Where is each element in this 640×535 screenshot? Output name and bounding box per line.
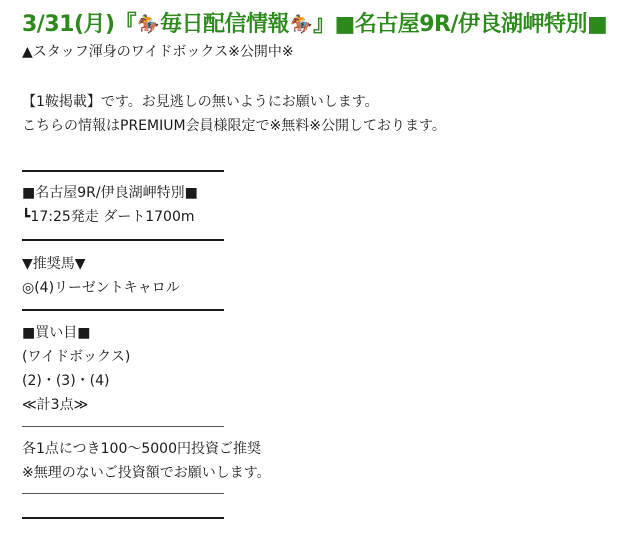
race-name: ■名古屋9R/伊良湖岬特別■ xyxy=(22,185,198,201)
note-line-2: ※無理のないご投資額でお願いします。 xyxy=(22,465,271,481)
intro-line-1: ▲スタッフ渾身のワイドボックス※公開中※ xyxy=(22,44,294,60)
page-title xyxy=(22,8,632,42)
divider xyxy=(22,517,224,519)
recommend-horse: ◎(4)リーゼントキャロル xyxy=(22,280,180,296)
divider xyxy=(22,426,224,427)
title-prefix: 3/31(月)『 xyxy=(22,12,137,37)
divider xyxy=(22,239,224,241)
divider xyxy=(22,309,224,311)
title-suffix: 』■名古屋9R/伊良湖岬特別■ xyxy=(312,12,608,37)
horse-racing-icon: 🏇 xyxy=(290,14,312,35)
intro-line-3: こちらの情報はPREMIUM会員様限定で※無料※公開しております。 xyxy=(22,118,446,134)
race-detail: ┗17:25発走 ダート1700m xyxy=(22,209,195,225)
title-main: 毎日配信情報 xyxy=(160,12,290,37)
buy-points: ≪計3点≫ xyxy=(22,397,89,413)
divider xyxy=(22,170,224,172)
buy-heading: ■買い目■ xyxy=(22,325,91,341)
note-line-1: 各1点につき100～5000円投資ご推奨 xyxy=(22,441,261,457)
recommend-heading: ▼推奨馬▼ xyxy=(22,256,86,272)
divider xyxy=(22,493,224,494)
horse-racing-icon: 🏇 xyxy=(137,14,159,35)
buy-combo: (2)・(3)・(4) xyxy=(22,373,110,389)
intro-line-2: 【1鞍掲載】です。お見逃しの無いようにお願いします。 xyxy=(22,94,379,110)
buy-type: (ワイドボックス) xyxy=(22,349,131,365)
